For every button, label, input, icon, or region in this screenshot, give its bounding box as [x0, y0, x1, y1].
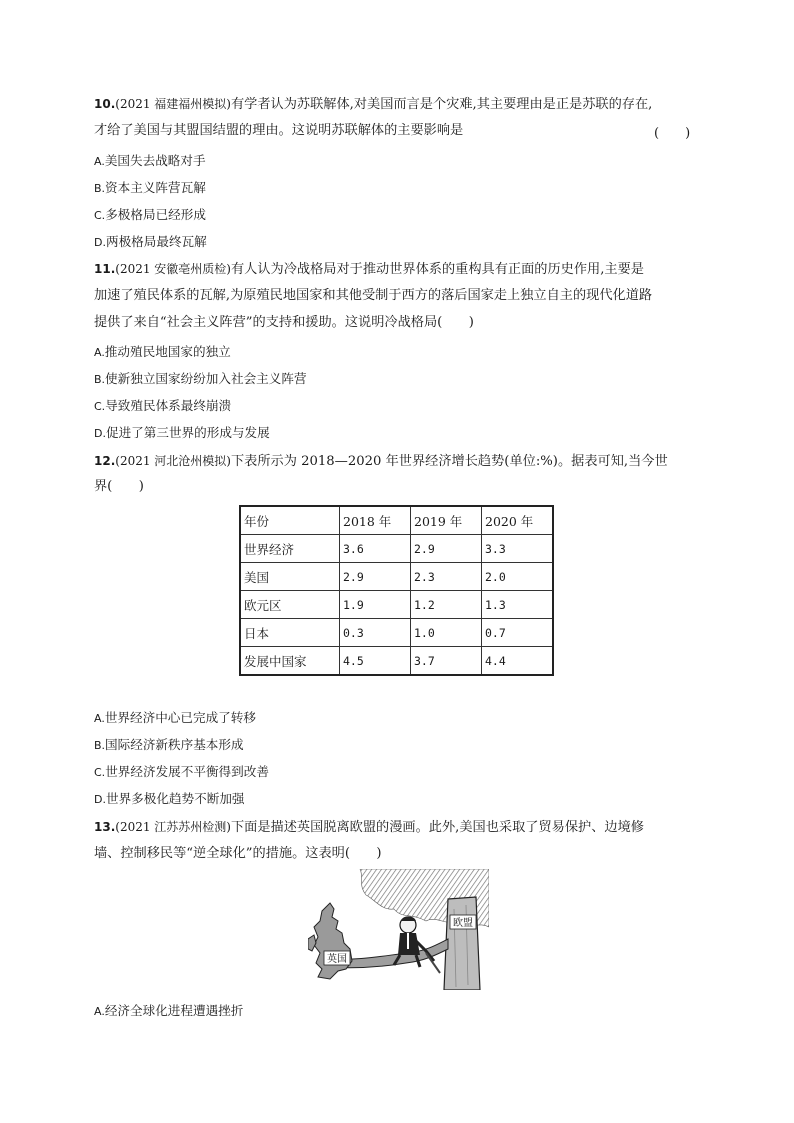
- q12-option-a: A.世界经济中心已完成了转移: [94, 710, 256, 725]
- q13-stem-line2: [94, 845, 382, 863]
- q11-option-c: C.导致殖民体系最终崩溃: [94, 398, 232, 413]
- table-cell: 2.9: [340, 563, 411, 591]
- q11-option-b: B.使新独立国家纷纷加入社会主义阵营: [94, 371, 307, 386]
- q12-option-d: D.世界多极化趋势不断加强: [94, 791, 245, 806]
- table-cell: 2.3: [411, 563, 482, 591]
- table-cell: 1.3: [482, 591, 554, 619]
- table-cell: 1.0: [411, 619, 482, 647]
- table-row: [240, 563, 553, 591]
- economy-growth-table: [239, 505, 554, 676]
- q10-option-c: C.多极格局已经形成: [94, 207, 206, 222]
- table-header-cell: 2018 年: [340, 506, 411, 535]
- table-header-cell: 年份: [240, 506, 340, 535]
- table-row: [240, 619, 553, 647]
- q10-number: 10.: [94, 97, 116, 111]
- q13-number: 13.: [94, 820, 116, 834]
- q12-stem-line1: [94, 452, 668, 471]
- q12-stem-line2: [94, 478, 144, 496]
- table-header-cell: 2020 年: [482, 506, 554, 535]
- table-cell: 1.9: [340, 591, 411, 619]
- table-row: [240, 591, 553, 619]
- q13-source: (2021 江苏苏州检测): [115, 820, 231, 834]
- q10-answer-paren: ( ): [654, 126, 691, 141]
- q11-stem-line1: [94, 260, 644, 279]
- eu-label: 欧盟: [453, 918, 473, 929]
- table-cell: 3.7: [411, 647, 482, 676]
- q10-stem-line1: [94, 95, 652, 114]
- q10-stem-line2: [94, 122, 463, 140]
- table-cell: 欧元区: [240, 591, 340, 619]
- q10-stem-text2: 才给了美国与其盟国结盟的理由。这说明苏联解体的主要影响是: [94, 123, 464, 138]
- uk-label: 英国: [327, 954, 347, 965]
- q12-source: (2021 河北沧州模拟): [115, 454, 231, 468]
- table-cell: 发展中国家: [240, 647, 340, 676]
- q10-option-d: D.两极格局最终瓦解: [94, 234, 207, 249]
- q13-option-a: A.经济全球化进程遭遇挫折: [94, 1003, 244, 1018]
- table-row: [240, 535, 553, 563]
- q10-source: (2021 福建福州模拟): [115, 97, 231, 111]
- table-cell: 美国: [240, 563, 340, 591]
- table-cell: 3.3: [482, 535, 554, 563]
- q12-option-b: B.国际经济新秩序基本形成: [94, 737, 244, 752]
- q13-stem-line1: [94, 818, 644, 837]
- q10-stem-text1: 有学者认为苏联解体,对美国而言是个灾难,其主要理由是正是苏联的存在,: [230, 97, 653, 112]
- table-cell: 3.6: [340, 535, 411, 563]
- table-cell: 4.4: [482, 647, 554, 676]
- q11-stem-line2: [94, 287, 652, 305]
- table-cell: 日本: [240, 619, 340, 647]
- q12-stem-text1: 下表所示为 2018—2020 年世界经济增长趋势(单位:%)。据表可知,当今世: [230, 454, 668, 469]
- table-cell: 0.3: [340, 619, 411, 647]
- q10-option-b: B.资本主义阵营瓦解: [94, 180, 206, 195]
- table-header-row: [240, 506, 553, 535]
- q11-stem-line3: [94, 314, 474, 332]
- tree-trunk: [444, 897, 480, 990]
- q12-option-c: C.世界经济发展不平衡得到改善: [94, 764, 269, 779]
- table-row: [240, 647, 553, 676]
- q13-stem-text2: 墙、控制移民等“逆全球化”的措施。这表明( ): [94, 846, 382, 861]
- q11-stem-text2: 加速了殖民体系的瓦解,为原殖民地国家和其他受制于西方的落后国家走上独立自主的现代化道路: [94, 288, 653, 303]
- table-cell: 1.2: [411, 591, 482, 619]
- table-cell: 2.9: [411, 535, 482, 563]
- q12-stem-text2: 界( ): [94, 479, 144, 494]
- q12-number: 12.: [94, 454, 116, 468]
- q13-stem-text1: 下面是描述英国脱离欧盟的漫画。此外,美国也采取了贸易保护、边境修: [230, 820, 644, 835]
- q11-stem-text3: 提供了来自“社会主义阵营”的支持和援助。这说明冷战格局( ): [94, 315, 474, 330]
- q11-stem-text1: 有人认为冷战格局对于推动世界体系的重构具有正面的历史作用,主要是: [230, 262, 644, 277]
- table-cell: 0.7: [482, 619, 554, 647]
- q10-option-a: A.美国失去战略对手: [94, 153, 206, 168]
- q11-option-a: A.推动殖民地国家的独立: [94, 344, 231, 359]
- brexit-cartoon: [308, 869, 489, 990]
- q11-option-d: D.促进了第三世界的形成与发展: [94, 425, 270, 440]
- table-header-cell: 2019 年: [411, 506, 482, 535]
- q11-number: 11.: [94, 262, 116, 276]
- table-cell: 2.0: [482, 563, 554, 591]
- table-cell: 世界经济: [240, 535, 340, 563]
- table-cell: 4.5: [340, 647, 411, 676]
- q11-source: (2021 安徽亳州质检): [115, 262, 231, 276]
